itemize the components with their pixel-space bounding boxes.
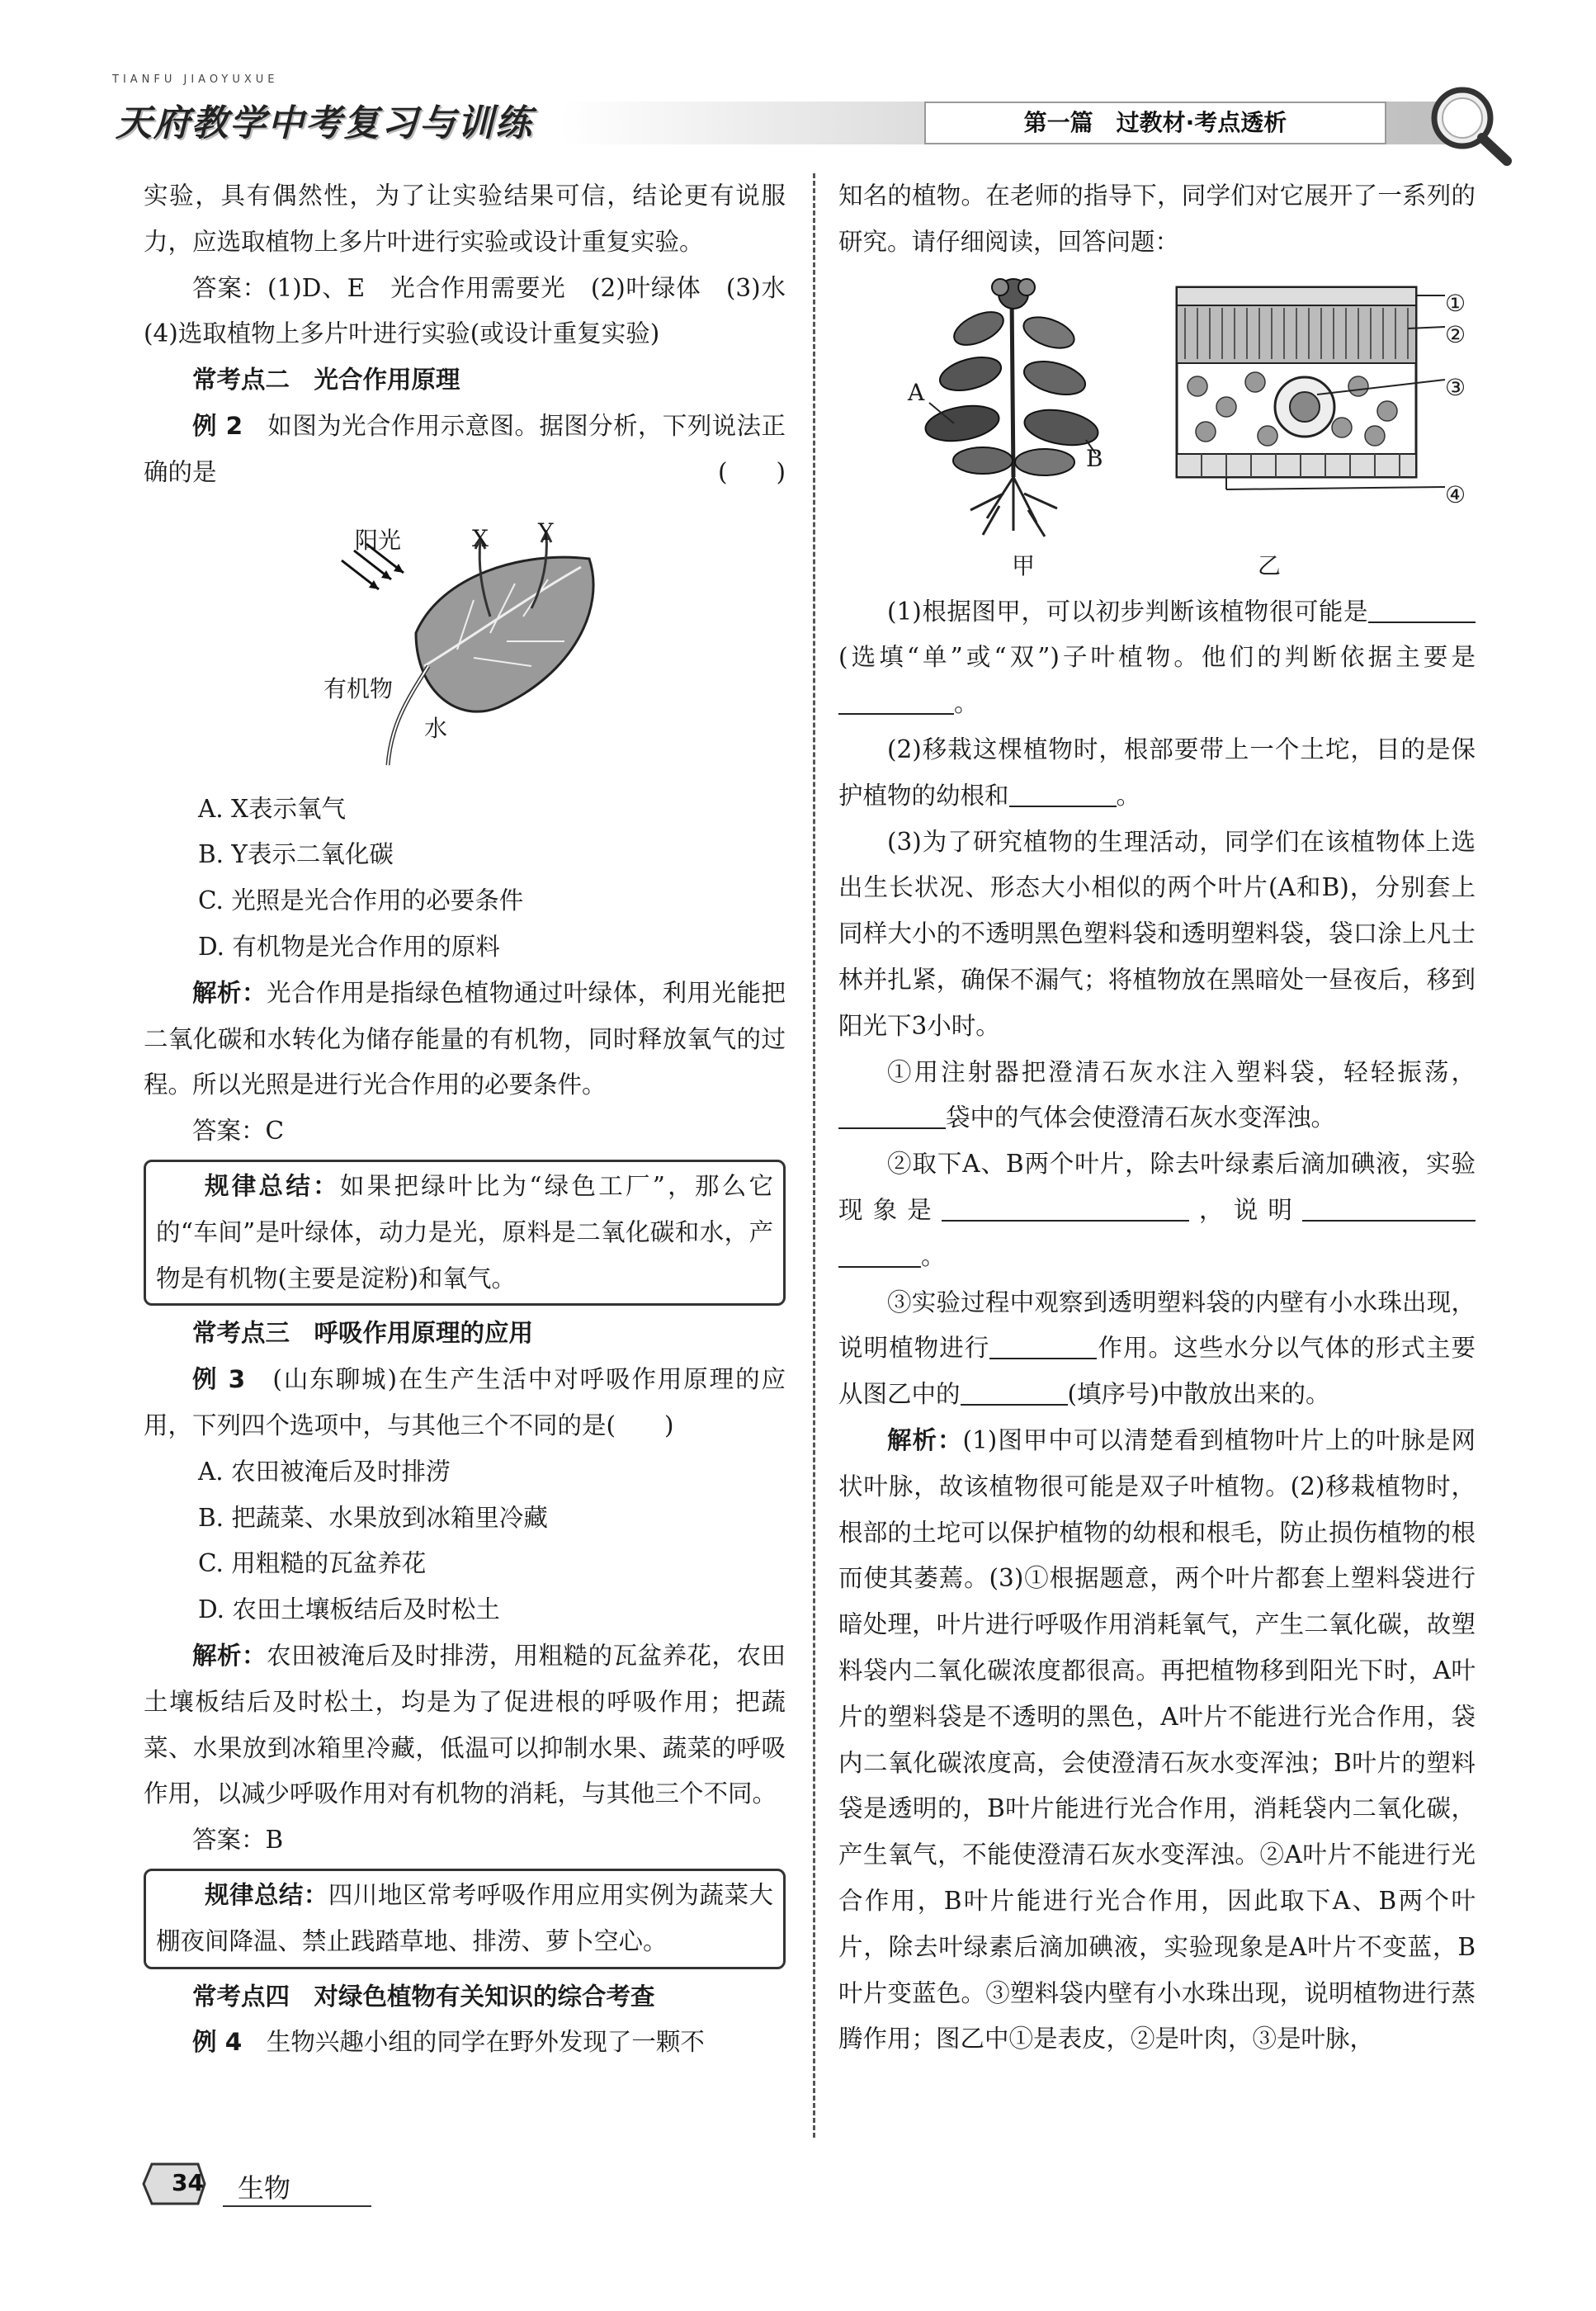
- answer-blank[interactable]: [838, 1241, 921, 1268]
- example-text: (山东聊城)在生产生活中对呼吸作用原理的应用，下列四个选项中，与其他三个不同的是( ): [144, 1365, 786, 1439]
- paragraph: 实验，具有偶然性，为了让实验结果可信，结论更有说服力，应选取植物上多片叶进行实验或设计重复实验。: [144, 182, 786, 256]
- question-text: 作用。这些水分以气体的形式主要从图乙中的: [838, 1334, 1476, 1409]
- answer-blank[interactable]: [1302, 1195, 1476, 1222]
- label-water: 水: [424, 714, 448, 742]
- question-text: 。: [1116, 781, 1141, 810]
- option-d: D. 有机物是光合作用的原料: [198, 932, 500, 961]
- option-b: B. Y表示二氧化碳: [198, 840, 394, 869]
- analysis-3: [144, 1633, 786, 1817]
- sub-question-3: [838, 1280, 1476, 1418]
- right-column: [838, 173, 1476, 2063]
- answer-1: 答案：(1)D、E 光合作用需要光 (2)叶绿体 (3)水 (4)选取植物上多片叶进行实验(或设计重复实验): [144, 273, 810, 348]
- question-3: (3)为了研究植物的生理活动，同学们在该植物体上选出生长状况、形态大小相似的两个叶片(A和B)，分别套上同样大小的不透明黑色塑料袋和透明塑料袋，袋口涂上凡士林并扎紧，确保不漏气；将植物放在黑暗处一昼夜后，移到阳光下3小时。: [838, 827, 1476, 1040]
- figure-caption-yi: 乙: [1258, 551, 1282, 579]
- option-c: C. 用粗糙的瓦盆养花: [198, 1549, 427, 1578]
- question-text: 。: [954, 689, 979, 718]
- example-label: 例 2: [192, 411, 243, 440]
- page-header: [99, 73, 1485, 153]
- rule-text: 四川地区常考呼吸作用应用实例为蔬菜大棚夜间降温、禁止践踏草地、排涝、萝卜空心。: [156, 1880, 773, 1955]
- sub-question-2: [838, 1141, 1476, 1279]
- page-number: 34: [172, 2169, 204, 2196]
- analysis-text: 光合作用是指绿色植物通过叶绿体，利用光能把二氧化碳和水转化为储存能量的有机物，同时释放氧气的过程。所以光照是进行光合作用的必要条件。: [144, 978, 786, 1099]
- subject-label: 生物: [238, 2172, 291, 2204]
- rule-label: 规律总结：: [205, 1171, 340, 1200]
- analysis-text: 农田被淹后及时排涝，用粗糙的瓦盆养花，农田土壤板结后及时松土，均是为了促进根的呼吸作用；把蔬菜、水果放到冰箱里冷藏，低温可以抑制水果、蔬菜的呼吸作用，以减少呼吸作用对有机物的消耗，与其他三个不同。: [144, 1641, 786, 1808]
- label-leaf-b: B: [1086, 444, 1103, 472]
- left-column: [144, 173, 810, 2066]
- question-text: ③实验过程中观察到透明塑料袋的内壁有小水珠出现，说明植物进行: [838, 1288, 1476, 1363]
- option-a: A. 农田被淹后及时排涝: [198, 1457, 451, 1486]
- label-x: X: [472, 524, 489, 552]
- label-part-2: ②: [1445, 320, 1466, 348]
- label-sunlight: 阳光: [355, 526, 402, 554]
- question-text: 袋中的气体会使澄清石灰水变浑浊。: [946, 1104, 1336, 1132]
- rule-label: 规律总结：: [205, 1880, 328, 1909]
- key-point-3: 常考点三 呼吸作用原理的应用: [192, 1319, 534, 1348]
- answer-blank[interactable]: [1009, 781, 1117, 807]
- answer-paren: ( ): [717, 457, 786, 486]
- logo: [116, 93, 533, 146]
- option-b: B. 把蔬菜、水果放到冰箱里冷藏: [198, 1503, 548, 1532]
- question-2: [838, 727, 1476, 820]
- analysis-2: [144, 971, 786, 1108]
- answer-blank[interactable]: [961, 1380, 1068, 1406]
- footer-rule: [223, 2205, 371, 2207]
- option-d: D. 农田土壤板结后及时松土: [198, 1595, 500, 1624]
- example-3: [144, 1357, 786, 1449]
- key-point-4: 常考点四 对绿色植物有关知识的综合考查: [192, 1982, 655, 2011]
- series-title: 中考复习与训练: [267, 102, 533, 144]
- rule-summary-box: [144, 1869, 786, 1969]
- rule-summary-box: [144, 1160, 786, 1306]
- leaf-diagram: [144, 501, 786, 782]
- example-label: 例 4: [192, 2028, 243, 2057]
- plant-figures: [838, 271, 1476, 584]
- question-text: (填序号)中散放出来的。: [1067, 1380, 1330, 1409]
- label-part-1: ①: [1445, 289, 1466, 317]
- logo-subtitle: TIANFU JIAOYUXUE: [112, 73, 279, 86]
- option-c: C. 光照是光合作用的必要条件: [198, 886, 524, 915]
- logo-text: 天府教学: [116, 102, 267, 144]
- rule-text: 如果把绿叶比为“绿色工厂”，那么它的“车间”是叶绿体，动力是光，原料是二氧化碳和水，产物是有机物(主要是淀粉)和氧气。: [156, 1171, 773, 1293]
- answer-2: 答案：C: [192, 1117, 285, 1146]
- answer-blank[interactable]: [942, 1195, 1189, 1222]
- magnifier-icon: [1419, 78, 1518, 169]
- section-title: 第一篇 过教材·考点透析: [924, 102, 1386, 144]
- key-point-2: 常考点二 光合作用原理: [192, 366, 460, 395]
- question-text: 。: [921, 1241, 946, 1270]
- column-divider: [813, 173, 815, 2138]
- label-leaf-a: A: [908, 378, 925, 406]
- question-text: (2)移栽这棵植物时，根部要带上一个土坨，目的是保护植物的幼根和: [838, 735, 1476, 810]
- question-text: (1)根据图甲，可以初步判断该植物很可能是: [887, 597, 1368, 626]
- question-text: ①用注射器把澄清石灰水注入塑料袋，轻轻振荡，: [887, 1057, 1476, 1086]
- label-organic: 有机物: [323, 674, 394, 702]
- question-text: (选填“单”或“双”)子叶植物。他们的判断依据主要是: [838, 643, 1476, 672]
- label-part-3: ③: [1445, 373, 1466, 401]
- figure-caption-jia: 甲: [1012, 551, 1036, 579]
- example-4: [144, 2020, 786, 2066]
- answer-blank[interactable]: [838, 689, 954, 716]
- label-y: Y: [538, 517, 554, 546]
- question-text: ②取下A、B两个叶片，除去叶绿素后滴加碘液，实验现象是: [838, 1150, 1476, 1224]
- example-2: [144, 404, 786, 496]
- example-text: 如图为光合作用示意图。据图分析，下列说法正确的是: [144, 411, 786, 486]
- option-a: A. X表示氧气: [198, 794, 347, 823]
- example-text: 生物兴趣小组的同学在野外发现了一颗不: [266, 2028, 705, 2057]
- sub-question-1: [838, 1050, 1476, 1142]
- label-part-4: ④: [1445, 480, 1466, 508]
- question-1: [838, 589, 1476, 727]
- analysis-text: (1)图甲中可以清楚看到植物叶片上的叶脉是网状叶脉，故该植物很可能是双子叶植物。(2)移栽植物时，根部的土坨可以保护植物的幼根和根毛，防止损伤植物的根而使其萎蔫。(3)①根据题意，两个叶片都套上塑料袋进行暗处理，叶片进行呼吸作用消耗氧气，产生二氧化碳，故塑料袋内二氧化碳浓度都很高。再把植物移到阳光下时，A叶片的塑料袋是不透明的黑色，A叶片不能进行光合作用，袋内二氧化碳浓度高，会使澄清石灰水变浑浊；B叶片的塑料袋是透明的，B叶片能进行光合作用，消耗袋内二氧化碳，产生氧气，不能使澄清石灰水变浑浊。②A叶片不能进行光合作用，B叶片能进行光合作用，因此取下A、B两个叶片，除去叶绿素后滴加碘液，实验现象是A叶片不变蓝，B叶片变蓝色。③塑料袋内壁有小水珠出现，说明植物进行蒸腾作用；图乙中①是表皮，②是叶肉，③是叶脉，: [838, 1425, 1476, 2053]
- analysis-label: 解析：: [192, 1641, 267, 1670]
- answer-blank[interactable]: [989, 1334, 1097, 1360]
- analysis-label: 解析：: [192, 978, 267, 1007]
- analysis-label: 解析：: [887, 1425, 963, 1454]
- example-label: 例 3: [192, 1365, 246, 1394]
- analysis-4: [838, 1418, 1476, 2063]
- paragraph: 知名的植物。在老师的指导下，同学们对它展开了一系列的研究。请仔细阅读，回答问题：: [838, 182, 1476, 256]
- answer-blank[interactable]: [1368, 597, 1426, 623]
- photosynthesis-figure: [144, 501, 786, 782]
- leaf-section-drawing: [1177, 287, 1445, 489]
- answer-blank[interactable]: [838, 1104, 946, 1130]
- plant-drawing: [923, 279, 1101, 536]
- answer-blank[interactable]: [1426, 597, 1476, 623]
- page-footer: [140, 2161, 371, 2210]
- answer-3: 答案：B: [192, 1826, 284, 1855]
- question-text: ，说明: [1188, 1195, 1302, 1224]
- plant-diagram: [838, 271, 1476, 584]
